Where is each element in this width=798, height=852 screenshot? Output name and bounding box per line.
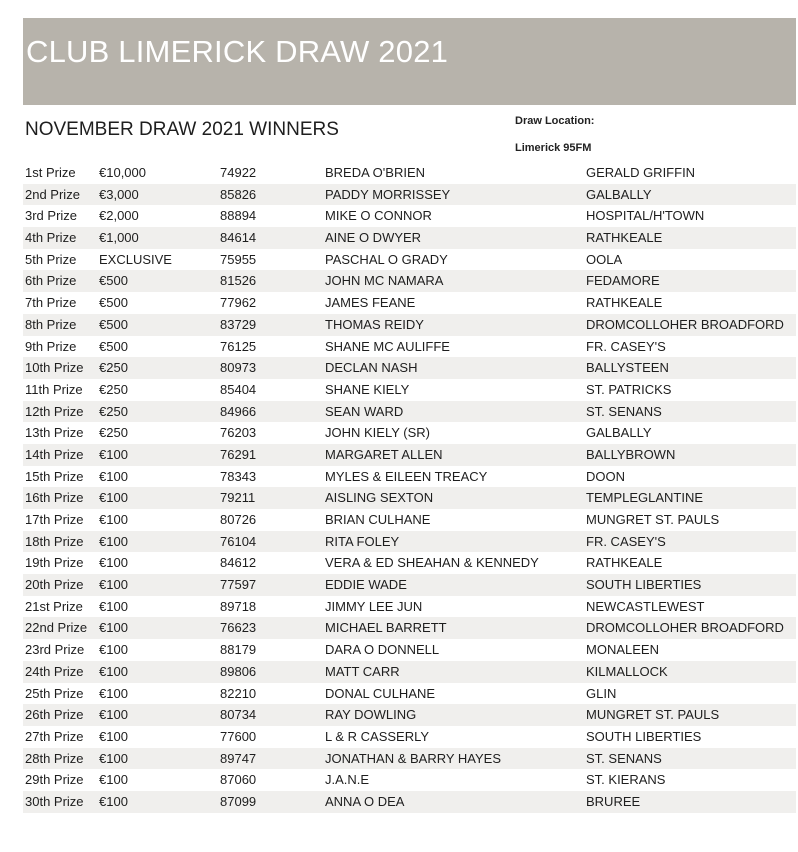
prize-cell: 27th Prize bbox=[25, 728, 84, 744]
table-row bbox=[23, 639, 796, 661]
ticket-number-cell: 77962 bbox=[220, 295, 257, 311]
amount-cell: €100 bbox=[99, 728, 128, 744]
club-cell: FEDAMORE bbox=[586, 273, 660, 289]
page-title: CLUB LIMERICK DRAW 2021 bbox=[26, 34, 449, 69]
ticket-number-cell: 88179 bbox=[220, 642, 257, 658]
club-cell: MUNGRET ST. PAULS bbox=[586, 512, 720, 527]
prize-cell: 21st Prize bbox=[25, 598, 83, 614]
prize-cell: 3rd Prize bbox=[25, 208, 78, 224]
club-cell: ST. KIERANS bbox=[586, 772, 666, 788]
table-row bbox=[23, 791, 796, 813]
amount-cell: €500 bbox=[99, 273, 128, 289]
prize-cell: 22nd Prize bbox=[25, 620, 88, 636]
club-cell: RATHKEALE bbox=[586, 295, 663, 311]
table-row bbox=[23, 357, 796, 379]
club-cell: GALBALLY bbox=[586, 186, 652, 202]
amount-cell: €100 bbox=[99, 685, 128, 701]
winner-name-cell: PASCHAL O GRADY bbox=[325, 251, 448, 267]
winner-name-cell: DONAL CULHANE bbox=[325, 685, 436, 701]
club-cell: ST. PATRICKS bbox=[586, 381, 672, 397]
table-row bbox=[23, 531, 796, 553]
winner-name-cell: THOMAS REIDY bbox=[325, 316, 424, 332]
winner-name-cell: AINE O DWYER bbox=[325, 230, 422, 246]
prize-cell: 20th Prize bbox=[25, 577, 84, 593]
amount-cell: €100 bbox=[99, 642, 128, 658]
prize-cell: 6th Prize bbox=[25, 273, 77, 289]
club-cell: OOLA bbox=[586, 251, 623, 267]
amount-cell: €100 bbox=[99, 598, 128, 614]
table-row bbox=[23, 617, 796, 639]
prize-cell: 28th Prize bbox=[25, 750, 84, 766]
winner-name-cell: RAY DOWLING bbox=[325, 707, 417, 723]
title-banner bbox=[23, 18, 796, 105]
ticket-number-cell: 76203 bbox=[220, 425, 257, 441]
amount-cell: €3,000 bbox=[99, 186, 139, 202]
table-row bbox=[23, 227, 796, 249]
club-cell: GERALD GRIFFIN bbox=[586, 165, 696, 180]
table-row bbox=[23, 726, 796, 748]
amount-cell: €100 bbox=[99, 750, 128, 766]
ticket-number-cell: 87099 bbox=[220, 793, 257, 809]
winner-name-cell: MATT CARR bbox=[325, 663, 400, 679]
amount-cell: €100 bbox=[99, 707, 128, 723]
table-row bbox=[23, 270, 796, 292]
amount-cell: €250 bbox=[99, 425, 128, 441]
table-row bbox=[23, 162, 796, 184]
amount-cell: €100 bbox=[99, 577, 128, 593]
prize-cell: 29th Prize bbox=[25, 772, 84, 788]
prize-cell: 14th Prize bbox=[25, 446, 84, 462]
prize-cell: 17th Prize bbox=[25, 512, 84, 527]
table-row bbox=[23, 769, 796, 791]
table-row bbox=[23, 466, 796, 488]
club-cell: MONALEEN bbox=[586, 642, 659, 658]
table-row bbox=[23, 487, 796, 509]
ticket-number-cell: 82210 bbox=[220, 685, 257, 701]
amount-cell: €100 bbox=[99, 468, 128, 484]
winner-name-cell: MYLES & EILEEN TREACY bbox=[325, 468, 488, 484]
prize-cell: 25th Prize bbox=[25, 685, 84, 701]
amount-cell: €100 bbox=[99, 663, 128, 679]
club-cell: DROMCOLLOHER BROADFORD bbox=[586, 316, 784, 332]
prize-cell: 4th Prize bbox=[25, 230, 77, 246]
winner-name-cell: RITA FOLEY bbox=[325, 533, 400, 549]
winner-name-cell: DECLAN NASH bbox=[325, 360, 418, 376]
winner-name-cell: JONATHAN & BARRY HAYES bbox=[325, 750, 502, 766]
winner-name-cell: PADDY MORRISSEY bbox=[325, 186, 451, 202]
table-row bbox=[23, 683, 796, 705]
prize-cell: 13th Prize bbox=[25, 425, 84, 441]
ticket-number-cell: 74922 bbox=[220, 165, 257, 180]
winner-name-cell: J.A.N.E bbox=[325, 772, 370, 788]
table-row bbox=[23, 336, 796, 358]
winner-name-cell: BRIAN CULHANE bbox=[325, 512, 431, 527]
winner-name-cell: JOHN MC NAMARA bbox=[325, 273, 444, 289]
ticket-number-cell: 79211 bbox=[220, 490, 256, 506]
winner-name-cell: L & R CASSERLY bbox=[325, 728, 430, 744]
ticket-number-cell: 84966 bbox=[220, 403, 257, 419]
winner-name-cell: MARGARET ALLEN bbox=[325, 446, 443, 462]
winner-name-cell: VERA & ED SHEAHAN & KENNEDY bbox=[325, 555, 539, 571]
table-row bbox=[23, 574, 796, 596]
ticket-number-cell: 88894 bbox=[220, 208, 257, 224]
prize-cell: 1st Prize bbox=[25, 165, 76, 180]
table-row bbox=[23, 249, 796, 271]
ticket-number-cell: 89747 bbox=[220, 750, 257, 766]
table-row bbox=[23, 661, 796, 683]
ticket-number-cell: 80726 bbox=[220, 512, 257, 527]
ticket-number-cell: 75955 bbox=[220, 251, 257, 267]
club-cell: BRUREE bbox=[586, 793, 641, 809]
club-cell: FR. CASEY'S bbox=[586, 338, 666, 354]
prize-cell: 7th Prize bbox=[25, 295, 77, 311]
winner-name-cell: DARA O DONNELL bbox=[325, 642, 440, 658]
winner-name-cell: EDDIE WADE bbox=[325, 577, 407, 593]
ticket-number-cell: 87060 bbox=[220, 772, 257, 788]
winner-name-cell: MICHAEL BARRETT bbox=[325, 620, 447, 636]
table-row bbox=[23, 292, 796, 314]
prize-cell: 26th Prize bbox=[25, 707, 84, 723]
club-cell: NEWCASTLEWEST bbox=[586, 598, 705, 614]
draw-location-value: Limerick 95FM bbox=[515, 142, 592, 154]
ticket-number-cell: 84614 bbox=[220, 230, 257, 246]
club-cell: BALLYBROWN bbox=[586, 446, 676, 462]
winner-name-cell: MIKE O CONNOR bbox=[325, 208, 432, 224]
amount-cell: €100 bbox=[99, 533, 128, 549]
amount-cell: €100 bbox=[99, 446, 128, 462]
prize-cell: 5th Prize bbox=[25, 251, 77, 267]
winner-name-cell: JIMMY LEE JUN bbox=[325, 598, 423, 614]
table-row bbox=[23, 704, 796, 726]
ticket-number-cell: 77597 bbox=[220, 577, 257, 593]
amount-cell: €250 bbox=[99, 403, 128, 419]
club-cell: HOSPITAL/H'TOWN bbox=[586, 208, 705, 224]
amount-cell: €1,000 bbox=[99, 230, 139, 246]
winner-name-cell: SHANE KIELY bbox=[325, 381, 410, 397]
amount-cell: €250 bbox=[99, 360, 128, 376]
amount-cell: €100 bbox=[99, 490, 128, 506]
club-cell: SOUTH LIBERTIES bbox=[586, 728, 702, 744]
club-cell: KILMALLOCK bbox=[586, 663, 668, 679]
amount-cell: €10,000 bbox=[99, 165, 146, 180]
amount-cell: €500 bbox=[99, 338, 128, 354]
table-row bbox=[23, 596, 796, 618]
draw-location-label: Draw Location: bbox=[515, 115, 595, 127]
table-row bbox=[23, 205, 796, 227]
winner-name-cell: ANNA O DEA bbox=[325, 793, 405, 809]
amount-cell: €100 bbox=[99, 555, 128, 571]
ticket-number-cell: 81526 bbox=[220, 273, 257, 289]
club-cell: MUNGRET ST. PAULS bbox=[586, 707, 720, 723]
ticket-number-cell: 85404 bbox=[220, 381, 257, 397]
table-row bbox=[23, 379, 796, 401]
table-row bbox=[23, 748, 796, 770]
prize-cell: 24th Prize bbox=[25, 663, 84, 679]
amount-cell: €100 bbox=[99, 793, 128, 809]
prize-cell: 15th Prize bbox=[25, 468, 84, 484]
prize-cell: 9th Prize bbox=[25, 338, 77, 354]
prize-cell: 16th Prize bbox=[25, 490, 84, 506]
table-row bbox=[23, 401, 796, 423]
ticket-number-cell: 76291 bbox=[220, 446, 257, 462]
prize-cell: 10th Prize bbox=[25, 360, 84, 376]
club-cell: GALBALLY bbox=[586, 425, 652, 441]
club-cell: FR. CASEY'S bbox=[586, 533, 666, 549]
amount-cell: €2,000 bbox=[99, 208, 139, 224]
table-row bbox=[23, 422, 796, 444]
club-cell: RATHKEALE bbox=[586, 555, 663, 571]
table-row bbox=[23, 444, 796, 466]
amount-cell: €500 bbox=[99, 316, 128, 332]
club-cell: DROMCOLLOHER BROADFORD bbox=[586, 620, 784, 636]
prize-cell: 19th Prize bbox=[25, 555, 84, 571]
ticket-number-cell: 89718 bbox=[220, 598, 257, 614]
winner-name-cell: JAMES FEANE bbox=[325, 295, 416, 311]
amount-cell: €250 bbox=[99, 381, 128, 397]
club-cell: ST. SENANS bbox=[586, 750, 662, 766]
winner-name-cell: AISLING SEXTON bbox=[325, 490, 434, 506]
amount-cell: €100 bbox=[99, 512, 128, 527]
club-cell: BALLYSTEEN bbox=[586, 360, 669, 376]
table-row bbox=[23, 509, 796, 531]
ticket-number-cell: 76125 bbox=[220, 338, 257, 354]
amount-cell: €100 bbox=[99, 772, 128, 788]
ticket-number-cell: 84612 bbox=[220, 555, 257, 571]
prize-cell: 2nd Prize bbox=[25, 186, 80, 202]
winner-name-cell: BREDA O'BRIEN bbox=[325, 165, 426, 180]
ticket-number-cell: 76104 bbox=[220, 533, 257, 549]
prize-cell: 23rd Prize bbox=[25, 642, 85, 658]
ticket-number-cell: 80973 bbox=[220, 360, 257, 376]
club-cell: TEMPLEGLANTINE bbox=[586, 490, 704, 506]
draw-subtitle: NOVEMBER DRAW 2021 WINNERS bbox=[25, 119, 339, 140]
club-cell: GLIN bbox=[586, 685, 617, 701]
prize-cell: 30th Prize bbox=[25, 793, 84, 809]
prize-cell: 12th Prize bbox=[25, 403, 84, 419]
table-row bbox=[23, 184, 796, 206]
table-row bbox=[23, 552, 796, 574]
winner-name-cell: SEAN WARD bbox=[325, 403, 404, 419]
amount-cell: EXCLUSIVE bbox=[99, 251, 172, 267]
prize-cell: 18th Prize bbox=[25, 533, 84, 549]
club-cell: RATHKEALE bbox=[586, 230, 663, 246]
club-cell: SOUTH LIBERTIES bbox=[586, 577, 702, 593]
ticket-number-cell: 83729 bbox=[220, 316, 257, 332]
winner-name-cell: SHANE MC AULIFFE bbox=[325, 338, 450, 354]
prize-cell: 11th Prize bbox=[25, 381, 83, 397]
ticket-number-cell: 77600 bbox=[220, 728, 257, 744]
ticket-number-cell: 85826 bbox=[220, 186, 257, 202]
club-cell: DOON bbox=[586, 468, 625, 484]
amount-cell: €100 bbox=[99, 620, 128, 636]
club-cell: ST. SENANS bbox=[586, 403, 662, 419]
ticket-number-cell: 89806 bbox=[220, 663, 257, 679]
table-row bbox=[23, 314, 796, 336]
ticket-number-cell: 78343 bbox=[220, 468, 257, 484]
amount-cell: €500 bbox=[99, 295, 128, 311]
ticket-number-cell: 80734 bbox=[220, 707, 257, 723]
prize-cell: 8th Prize bbox=[25, 316, 77, 332]
winner-name-cell: JOHN KIELY (SR) bbox=[325, 425, 430, 441]
ticket-number-cell: 76623 bbox=[220, 620, 257, 636]
winners-table bbox=[23, 162, 796, 813]
